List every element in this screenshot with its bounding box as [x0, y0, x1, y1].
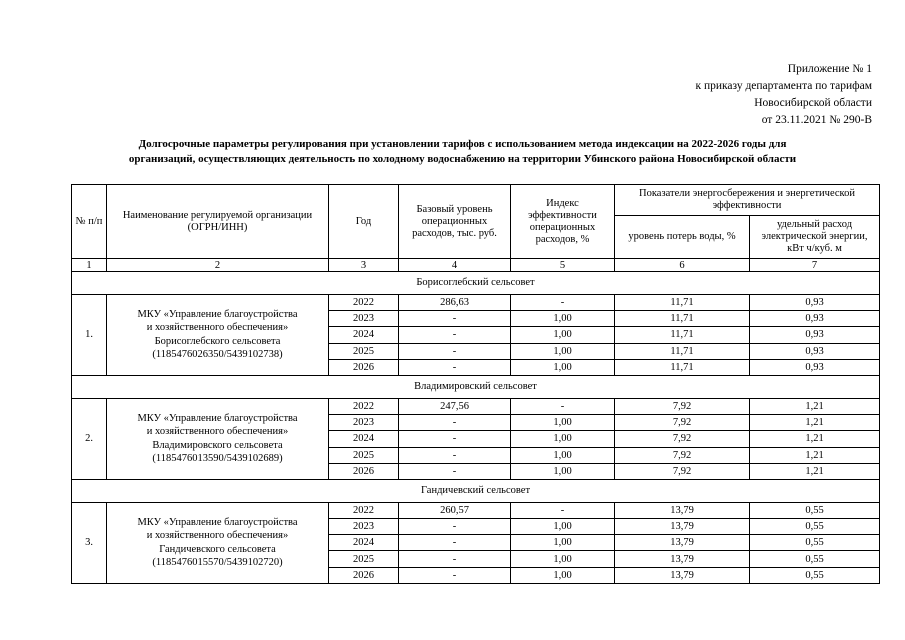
table-row [72, 502, 880, 518]
year-cell: 2023 [329, 415, 399, 431]
title-line: Долгосрочные параметры регулирования при установлении тарифов с использованием метода индексации на 2022-2026 годы для [138, 138, 787, 150]
org-line: (1185476015570/5439102720) [152, 557, 283, 569]
year-cell: 2022 [329, 502, 399, 518]
specific-cell: 1,21 [750, 463, 880, 479]
table-row [72, 398, 880, 414]
index-cell: 1,00 [511, 343, 615, 359]
column-number: 3 [329, 259, 399, 272]
appendix-line: к приказу департамента по тарифам [695, 80, 872, 92]
title-line: организаций, осуществляющих деятельность по холодному водоснабжению на территории Убинского района Новосибирской области [128, 153, 797, 165]
org-line: Гандичевского сельсовета [159, 543, 276, 555]
specific-cell: 0,55 [750, 502, 880, 518]
appendix-line: Приложение № 1 [787, 63, 872, 75]
year-cell: 2022 [329, 398, 399, 414]
section-name: Гандичевский сельсовет [72, 479, 880, 502]
org-line: МКУ «Управление благоустройства [137, 308, 298, 320]
org-line: и хозяйственного обеспечения» [146, 530, 289, 542]
appendix-line: Новосибирской области [754, 97, 872, 109]
table-row [72, 295, 880, 311]
base-cell: - [399, 415, 511, 431]
year-cell: 2025 [329, 551, 399, 567]
base-cell: 260,57 [399, 502, 511, 518]
year-cell: 2026 [329, 463, 399, 479]
specific-cell: 0,55 [750, 519, 880, 535]
loss-cell: 11,71 [615, 327, 750, 343]
year-cell: 2026 [329, 359, 399, 375]
year-cell: 2024 [329, 327, 399, 343]
specific-cell: 0,93 [750, 295, 880, 311]
tariff-parameters-table [71, 184, 880, 584]
index-cell: 1,00 [511, 519, 615, 535]
year-cell: 2026 [329, 567, 399, 583]
specific-cell: 0,55 [750, 567, 880, 583]
appendix-line: от 23.11.2021 № 290-В [761, 114, 872, 126]
column-number: 6 [615, 259, 750, 272]
column-number-row [72, 259, 880, 272]
index-cell: - [511, 295, 615, 311]
row-number: 1. [72, 295, 107, 376]
base-cell: - [399, 343, 511, 359]
appendix-block [695, 61, 872, 129]
year-cell: 2023 [329, 311, 399, 327]
index-cell: 1,00 [511, 359, 615, 375]
org-line: и хозяйственного обеспечения» [146, 322, 289, 334]
organization-name [107, 502, 329, 583]
loss-cell: 11,71 [615, 343, 750, 359]
base-cell: 247,56 [399, 398, 511, 414]
org-line: Борисоглебского сельсовета [154, 335, 281, 347]
year-cell: 2025 [329, 343, 399, 359]
org-line: (1185476013590/5439102689) [152, 453, 283, 465]
loss-cell: 13,79 [615, 535, 750, 551]
column-number: 5 [511, 259, 615, 272]
section-row [72, 272, 880, 295]
section-name: Борисоглебский сельсовет [72, 272, 880, 295]
index-cell: - [511, 502, 615, 518]
loss-cell: 7,92 [615, 398, 750, 414]
base-cell: - [399, 463, 511, 479]
year-cell: 2023 [329, 519, 399, 535]
specific-cell: 0,93 [750, 327, 880, 343]
specific-cell: 0,93 [750, 311, 880, 327]
section-row [72, 479, 880, 502]
specific-cell: 1,21 [750, 398, 880, 414]
index-cell: 1,00 [511, 327, 615, 343]
base-cell: - [399, 535, 511, 551]
loss-cell: 13,79 [615, 519, 750, 535]
header-water-loss: уровень потерь воды, % [615, 216, 750, 259]
org-line: Владимировского сельсовета [152, 439, 283, 451]
section-name: Владимировский сельсовет [72, 375, 880, 398]
loss-cell: 7,92 [615, 431, 750, 447]
specific-cell: 1,21 [750, 447, 880, 463]
loss-cell: 11,71 [615, 359, 750, 375]
year-cell: 2024 [329, 431, 399, 447]
organization-name [107, 295, 329, 376]
year-cell: 2022 [329, 295, 399, 311]
column-number: 2 [107, 259, 329, 272]
index-cell: 1,00 [511, 431, 615, 447]
table-body [72, 272, 880, 584]
specific-cell: 1,21 [750, 415, 880, 431]
header-base-level: Базовый уровень операционных расходов, тыс. руб. [399, 185, 511, 259]
base-cell: - [399, 311, 511, 327]
specific-cell: 0,55 [750, 535, 880, 551]
index-cell: 1,00 [511, 415, 615, 431]
org-line: (1185476026350/5439102738) [152, 349, 283, 361]
loss-cell: 11,71 [615, 311, 750, 327]
base-cell: 286,63 [399, 295, 511, 311]
org-line: и хозяйственного обеспечения» [146, 426, 289, 438]
org-line: МКУ «Управление благоустройства [137, 516, 298, 528]
year-cell: 2025 [329, 447, 399, 463]
header-org: Наименование регулируемой организации (ОГРН/ИНН) [107, 185, 329, 259]
header-row [72, 185, 880, 216]
loss-cell: 11,71 [615, 295, 750, 311]
loss-cell: 13,79 [615, 502, 750, 518]
base-cell: - [399, 519, 511, 535]
base-cell: - [399, 447, 511, 463]
base-cell: - [399, 327, 511, 343]
base-cell: - [399, 567, 511, 583]
row-number: 2. [72, 398, 107, 479]
base-cell: - [399, 431, 511, 447]
index-cell: 1,00 [511, 447, 615, 463]
org-line: МКУ «Управление благоустройства [137, 412, 298, 424]
base-cell: - [399, 551, 511, 567]
specific-cell: 0,93 [750, 359, 880, 375]
specific-cell: 0,93 [750, 343, 880, 359]
loss-cell: 7,92 [615, 447, 750, 463]
year-cell: 2024 [329, 535, 399, 551]
loss-cell: 7,92 [615, 463, 750, 479]
base-cell: - [399, 359, 511, 375]
column-number: 4 [399, 259, 511, 272]
row-number: 3. [72, 502, 107, 583]
header-energy-group: Показатели энергосбережения и энергетической эффективности [615, 185, 880, 216]
index-cell: 1,00 [511, 311, 615, 327]
header-efficiency-index: Индекс эффективности операционных расходов, % [511, 185, 615, 259]
header-year: Год [329, 185, 399, 259]
header-specific-energy: удельный расход электрической энергии, кВт ч/куб. м [750, 216, 880, 259]
header-num: № п/п [72, 185, 107, 259]
index-cell: - [511, 398, 615, 414]
document-title [40, 137, 885, 167]
column-number: 7 [750, 259, 880, 272]
index-cell: 1,00 [511, 463, 615, 479]
specific-cell: 1,21 [750, 431, 880, 447]
column-number: 1 [72, 259, 107, 272]
index-cell: 1,00 [511, 551, 615, 567]
section-row [72, 375, 880, 398]
index-cell: 1,00 [511, 535, 615, 551]
loss-cell: 13,79 [615, 567, 750, 583]
index-cell: 1,00 [511, 567, 615, 583]
loss-cell: 7,92 [615, 415, 750, 431]
specific-cell: 0,55 [750, 551, 880, 567]
loss-cell: 13,79 [615, 551, 750, 567]
organization-name [107, 398, 329, 479]
